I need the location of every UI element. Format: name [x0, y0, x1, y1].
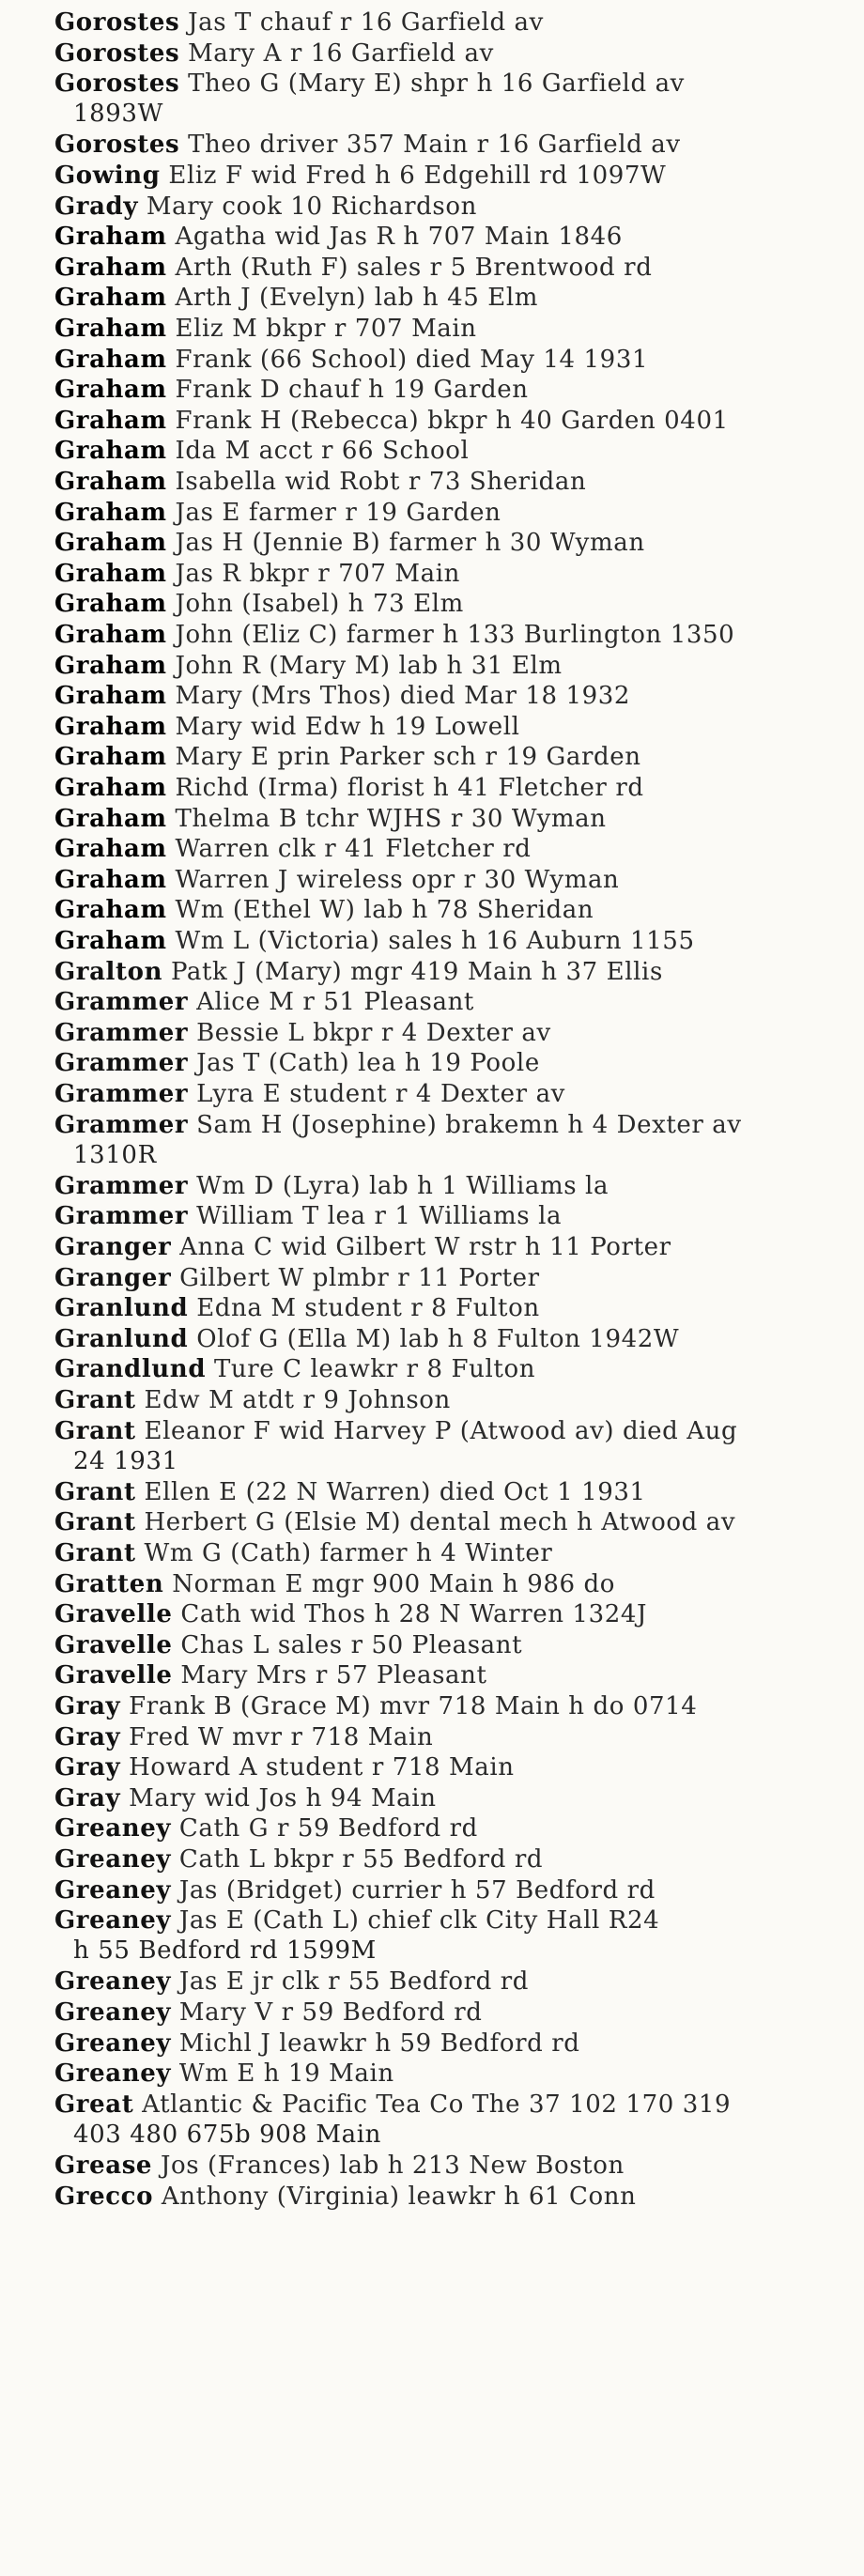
entry-continuation: 1893W [73, 100, 163, 129]
entry-surname: Graham [54, 651, 167, 680]
entry-details: Ture C leawkr r 8 Fulton [206, 1355, 536, 1384]
entry-details: Michl J leawkr h 59 Bedford rd [171, 2028, 580, 2058]
entry-line [54, 1875, 656, 1905]
entry-line [54, 1752, 515, 1782]
entry-details: Frank H (Rebecca) bkpr h 40 Garden 0401 [166, 406, 729, 435]
entry-line [54, 1048, 540, 1078]
entry-surname: Grammer [54, 1202, 189, 1231]
entry-line [54, 1507, 735, 1537]
entry-surname: Grant [54, 1477, 136, 1506]
entry-surname: Grandlund [54, 1355, 207, 1384]
entry-surname: Graham [54, 835, 167, 864]
entry-surname: Great [54, 2090, 134, 2119]
entry-line [54, 314, 477, 344]
entry-line [54, 651, 563, 681]
entry-line [54, 8, 544, 38]
entry-details: Warren clk r 41 Fletcher rd [166, 835, 532, 864]
entry-line [54, 1293, 540, 1323]
entry-line [54, 895, 594, 925]
entry-details: Jas E jr clk r 55 Bedford rd [171, 1967, 530, 1997]
entry-surname: Gravelle [54, 1630, 173, 1659]
entry-line [54, 1477, 646, 1507]
entry-details: Theo G (Mary E) shpr h 16 Garfield av [179, 69, 685, 99]
entry-line [54, 589, 464, 619]
entry-line [54, 2182, 636, 2212]
entry-line [54, 681, 630, 711]
entry-surname: Granger [54, 1263, 172, 1292]
entry-line [54, 130, 681, 160]
entry-surname: Grant [54, 1508, 136, 1537]
entry-details: Wm E h 19 Main [171, 2059, 394, 2089]
entry-details: Bessie L bkpr r 4 Dexter av [188, 1018, 551, 1047]
entry-surname: Greaney [54, 1814, 172, 1843]
entry-details: Frank D chauf h 19 Garden [166, 376, 529, 405]
entry-line [54, 436, 469, 466]
entry-surname: Graham [54, 253, 167, 282]
entry-surname: Graham [54, 865, 167, 894]
entry-surname: Graham [54, 621, 167, 649]
entry-surname: Grant [54, 1386, 136, 1414]
entry-surname: Grammer [54, 1110, 189, 1139]
entry-surname: Gravelle [54, 1600, 173, 1629]
entry-details: Anthony (Virginia) leawkr h 61 Conn [153, 2182, 637, 2211]
entry-surname: Grant [54, 1416, 136, 1445]
entry-line [54, 804, 607, 834]
entry-line [54, 528, 645, 558]
entry-details: Olof G (Ella M) lab h 8 Fulton 1942W [188, 1324, 680, 1353]
entry-surname: Grant [54, 1539, 136, 1567]
entry-details: Ellen E (22 N Warren) died Oct 1 1931 [135, 1477, 646, 1506]
entry-details: Mary (Mrs Thos) died Mar 18 1932 [166, 682, 631, 711]
entry-details: Eliz M bkpr r 707 Main [166, 315, 477, 343]
entry-surname: Graham [54, 468, 167, 496]
entry-line [54, 283, 538, 313]
entry-line [54, 222, 623, 252]
entry-details: Chas L sales r 50 Pleasant [172, 1630, 523, 1659]
entry-line [54, 834, 532, 864]
entry-surname: Grammer [54, 1049, 189, 1078]
entry-details: William T lea r 1 Williams la [188, 1202, 563, 1231]
entry-continuation: 1310R [73, 1140, 157, 1169]
entry-surname: Graham [54, 804, 167, 833]
entry-line [54, 773, 644, 803]
entry-line [54, 1416, 737, 1446]
entry-line [54, 39, 494, 69]
entry-details: Ida M acct r 66 School [166, 437, 470, 466]
entry-details: Edw M atdt r 9 Johnson [135, 1386, 451, 1414]
entry-line [54, 2028, 580, 2059]
entry-details: Isabella wid Robt r 73 Sheridan [166, 468, 587, 496]
entry-surname: Greaney [54, 1967, 172, 1997]
entry-details: Cath wid Thos h 28 N Warren 1324J [172, 1600, 648, 1629]
entry-surname: Gorostes [54, 131, 180, 160]
entry-surname: Grady [54, 192, 139, 221]
entry-details: Theo driver 357 Main r 16 Garfield av [179, 131, 681, 160]
entry-details: Jas E farmer r 19 Garden [166, 498, 501, 527]
entry-details: John (Eliz C) farmer h 133 Burlington 1350 [166, 621, 735, 649]
entry-line [54, 1263, 540, 1293]
entry-line [54, 253, 652, 283]
entry-surname: Graham [54, 590, 167, 619]
entry-surname: Grammer [54, 1080, 189, 1108]
entry-line [54, 1354, 535, 1384]
entry-surname: Graham [54, 284, 167, 313]
entry-line [54, 69, 685, 99]
entry-details: John (Isabel) h 73 Elm [166, 590, 464, 619]
entry-details: Fred W mvr r 718 Main [120, 1722, 434, 1751]
entry-details: Patk J (Mary) mgr 419 Main h 37 Ellis [162, 957, 663, 986]
entry-details: Atlantic & Pacific Tea Co The 37 102 170 319 [133, 2090, 732, 2119]
entry-details: Alice M r 51 Pleasant [188, 988, 474, 1017]
entry-line [54, 1201, 562, 1231]
entry-surname: Gravelle [54, 1661, 173, 1690]
entry-surname: Graham [54, 498, 167, 527]
entry-line [54, 161, 666, 191]
entry-details: Jas R bkpr r 707 Main [166, 559, 460, 588]
entry-details: Mary A r 16 Garfield av [179, 39, 494, 68]
entry-line [54, 375, 529, 405]
entry-line [54, 1385, 451, 1415]
entry-line [54, 1630, 522, 1660]
entry-line [54, 406, 729, 436]
entry-line [54, 742, 641, 772]
entry-surname: Greaney [54, 2059, 172, 2089]
entry-surname: Graham [54, 437, 167, 466]
entry-surname: Graham [54, 682, 167, 711]
entry-details: Jas (Bridget) currier h 57 Bedford rd [171, 1875, 656, 1905]
entry-surname: Graham [54, 774, 167, 802]
entry-surname: Greaney [54, 1875, 172, 1905]
entry-continuation: 403 480 675b 908 Main [73, 2120, 381, 2149]
entry-line [54, 926, 695, 956]
entry-surname: Graham [54, 743, 167, 772]
entry-surname: Grammer [54, 988, 189, 1017]
entry-details: Jos (Frances) lab h 213 New Boston [152, 2152, 625, 2180]
entry-line [54, 957, 663, 987]
entry-line [54, 1783, 437, 1813]
entry-line [54, 1569, 615, 1599]
entry-line [54, 1079, 565, 1109]
entry-surname: Granger [54, 1233, 172, 1261]
entry-line [54, 2151, 625, 2181]
entry-details: Cath G r 59 Bedford rd [171, 1814, 478, 1843]
entry-line [54, 1905, 659, 1936]
entry-continuation: h 55 Bedford rd 1599M [73, 1936, 377, 1966]
entry-surname: Graham [54, 896, 167, 925]
entry-details: Arth (Ruth F) sales r 5 Brentwood rd [166, 253, 653, 282]
entry-line [54, 498, 501, 528]
entry-surname: Graham [54, 406, 167, 435]
entry-line [54, 620, 734, 650]
entry-line [54, 1232, 671, 1262]
entry-line [54, 712, 520, 742]
entry-line [54, 865, 619, 895]
entry-surname: Grammer [54, 1018, 189, 1047]
entry-details: Lyra E student r 4 Dexter av [188, 1080, 565, 1108]
entry-line [54, 2059, 394, 2089]
entry-line [54, 1110, 742, 1140]
entry-details: Mary V r 59 Bedford rd [171, 1998, 483, 2027]
entry-line [54, 192, 477, 222]
entry-details: Warren J wireless opr r 30 Wyman [166, 865, 620, 894]
entry-details: Jas T (Cath) lea h 19 Poole [188, 1049, 540, 1078]
entry-surname: Gorostes [54, 69, 180, 99]
entry-surname: Graham [54, 712, 167, 741]
entry-surname: Graham [54, 927, 167, 955]
entry-details: Agatha wid Jas R h 707 Main 1846 [166, 223, 623, 252]
entry-details: Jas T chauf r 16 Garfield av [179, 8, 544, 37]
entry-details: John R (Mary M) lab h 31 Elm [166, 651, 563, 680]
entry-line [54, 987, 474, 1017]
entry-line [54, 1171, 609, 1201]
entry-surname: Granlund [54, 1294, 189, 1323]
entry-details: Arth J (Evelyn) lab h 45 Elm [166, 284, 539, 313]
entry-surname: Greaney [54, 1998, 172, 2027]
entry-surname: Gray [54, 1783, 121, 1812]
entry-details: Sam H (Josephine) brakemn h 4 Dexter av [188, 1110, 742, 1139]
entry-surname: Greaney [54, 1845, 172, 1874]
entry-details: Wm G (Cath) farmer h 4 Winter [135, 1539, 553, 1567]
entry-surname: Grecco [54, 2182, 154, 2211]
entry-line [54, 1967, 529, 1997]
entry-line [54, 345, 648, 375]
entry-surname: Granlund [54, 1324, 189, 1353]
entry-details: Jas H (Jennie B) farmer h 30 Wyman [166, 529, 645, 558]
entry-details: Norman E mgr 900 Main h 986 do [163, 1569, 616, 1598]
entry-details: Mary wid Edw h 19 Lowell [166, 712, 520, 741]
entry-surname: Gray [54, 1753, 121, 1782]
entry-details: Wm D (Lyra) lab h 1 Williams la [188, 1171, 609, 1200]
entry-surname: Greaney [54, 2028, 172, 2058]
entry-surname: Graham [54, 345, 167, 374]
entry-line [54, 467, 586, 497]
entry-surname: Graham [54, 315, 167, 343]
entry-details: Anna C wid Gilbert W rstr h 11 Porter [171, 1233, 671, 1261]
entry-details: Eleanor F wid Harvey P (Atwood av) died Aug [135, 1416, 738, 1445]
entry-surname: Greaney [54, 1906, 172, 1936]
entry-surname: Gowing [54, 162, 161, 190]
entry-surname: Graham [54, 223, 167, 252]
entry-details: Cath L bkpr r 55 Bedford rd [171, 1845, 544, 1874]
entry-details: Jas E (Cath L) chief clk City Hall R24 [171, 1906, 660, 1936]
entry-line [54, 1722, 433, 1752]
entry-details: Edna M student r 8 Fulton [188, 1294, 540, 1323]
entry-details: Mary Mrs r 57 Pleasant [172, 1661, 487, 1690]
entry-details: Eliz F wid Fred h 6 Edgehill rd 1097W [160, 162, 667, 190]
entry-line [54, 1538, 552, 1568]
entry-surname: Graham [54, 529, 167, 558]
entry-details: Mary E prin Parker sch r 19 Garden [166, 743, 641, 772]
entry-details: Frank (66 School) died May 14 1931 [166, 345, 649, 374]
entry-line [54, 1599, 647, 1629]
entry-details: Wm (Ethel W) lab h 78 Sheridan [166, 896, 594, 925]
entry-surname: Graham [54, 559, 167, 588]
entry-details: Howard A student r 718 Main [120, 1753, 515, 1782]
entry-surname: Gorostes [54, 39, 180, 68]
entry-surname: Gray [54, 1692, 121, 1720]
entry-line [54, 1813, 478, 1843]
entry-line [54, 1998, 483, 2028]
entry-surname: Graham [54, 376, 167, 405]
entry-details: Mary cook 10 Richardson [138, 192, 477, 221]
entry-details: Thelma B tchr WJHS r 30 Wyman [166, 804, 607, 833]
entry-surname: Grease [54, 2152, 153, 2180]
entry-surname: Gorostes [54, 8, 180, 37]
entry-details: Wm L (Victoria) sales h 16 Auburn 1155 [166, 927, 695, 955]
entry-details: Frank B (Grace M) mvr 718 Main h do 0714 [120, 1692, 698, 1720]
entry-continuation: 24 1931 [73, 1446, 178, 1475]
entry-line [54, 1018, 551, 1048]
entry-details: Richd (Irma) florist h 41 Fletcher rd [166, 774, 644, 802]
entry-surname: Gray [54, 1722, 121, 1751]
entry-line [54, 1660, 487, 1690]
entry-surname: Grammer [54, 1171, 189, 1200]
entry-line [54, 1324, 679, 1354]
entry-line [54, 559, 460, 589]
entry-surname: Gratten [54, 1569, 164, 1598]
entry-details: Gilbert W plmbr r 11 Porter [171, 1263, 540, 1292]
entry-line [54, 2090, 731, 2120]
entry-line [54, 1691, 697, 1721]
entry-surname: Gralton [54, 957, 163, 986]
entry-details: Mary wid Jos h 94 Main [120, 1783, 437, 1812]
entry-line [54, 1844, 543, 1874]
entry-details: Herbert G (Elsie M) dental mech h Atwood av [135, 1508, 736, 1537]
